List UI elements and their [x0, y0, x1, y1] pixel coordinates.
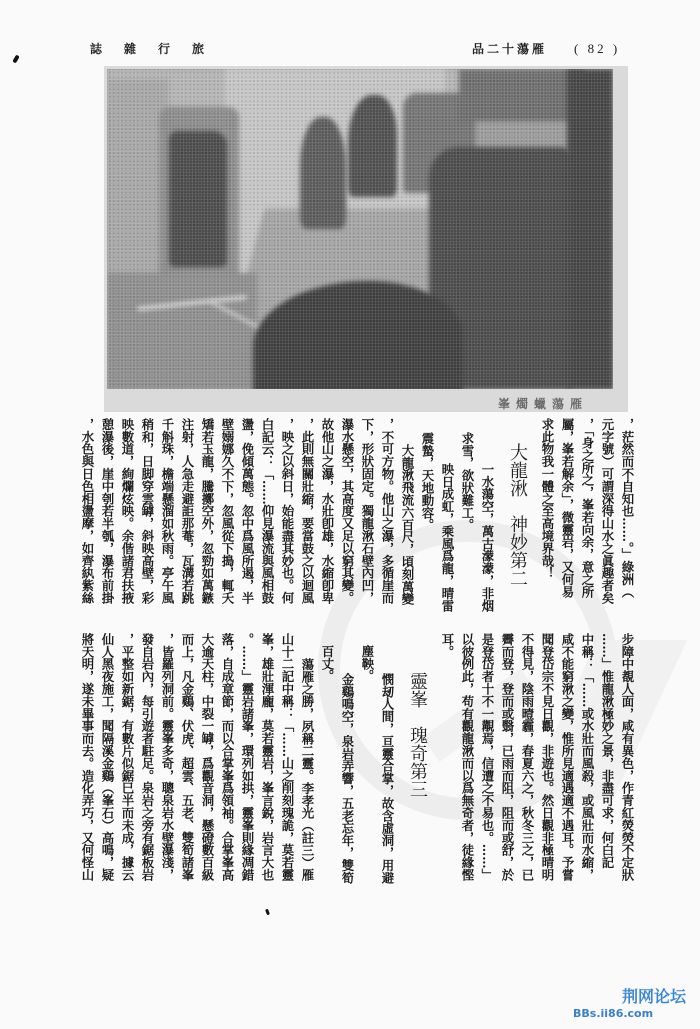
text-column: 而上，凡金鷄、伏虎、超雲、五老、雙筍諸峯 [180, 633, 195, 881]
text-column: 屬，峯若解余」，微靈岩，又何易 [560, 418, 575, 598]
landscape-photo [107, 69, 613, 389]
print-speck [265, 909, 270, 916]
text-column: 峯，雄壯渾龐，莫若靈岩，峯言銳，岩言大也 [260, 633, 275, 881]
verse-line: 憫刼人間，亘靈合掌，故含虛洞，用避 [380, 673, 395, 884]
text-column: ，茫然而不自知也……。」綠洲（ [620, 418, 635, 598]
photo-frame [104, 66, 628, 412]
text-column: 注射，人急走避詎那菴，瓦溝若跳 [180, 418, 195, 604]
text-column: 稍和，日脚穿雲罅，斜映高壁，彩 [140, 418, 155, 604]
text-column: 中稱：「……或水壯而風殺，或風壯而水縮， [580, 633, 595, 881]
text-column: 耳。 [440, 633, 455, 658]
verse-line: 映日成虹，乘風爲龍，晴雷 [440, 463, 455, 612]
text-column: ，不可方物。他山之瀑，多循崖而 [380, 418, 395, 604]
site-watermark-url: BBs.ii86.com [573, 1007, 654, 1020]
text-column: 故他山之瀑，水壯卽雄，水縮卽卑 [320, 418, 335, 604]
verse-line: 塵鞅。 [360, 645, 375, 683]
text-column: 山十二記中稱：「……山之削刻瑰詭，莫若靈 [280, 633, 295, 881]
text-column: 不得見，陰雨曀霾，春夏六之，秋冬三之，已 [520, 633, 535, 881]
text-column: 元字號）可謂深得山水之眞趣者矣 [600, 418, 615, 604]
text-column: ，「身之所之，峯若向余，意之所 [580, 418, 595, 598]
text-column: 以彼例此，苟有觀龍湫而以爲無奇者，徒緣慳 [460, 633, 475, 881]
text-column: ……」惟龍湫極妙之景，非盡可求，何白記 [600, 633, 615, 869]
text-column: 千斛珠，檐端懸溜如秋雨。亭午風 [160, 418, 175, 604]
text-column: 發自岩內，每引遊者駐足。泉岩之旁有鋸板岩 [140, 633, 155, 881]
text-column: 咸不能窮湫之變，惟所見適遇適不遇耳。予嘗 [560, 633, 575, 881]
text-column: 憩瀑後，崖中刳若半瓠，瀑布前掛 [100, 418, 115, 604]
section-title-dalongqiu: 大龍湫 神妙第二 [507, 443, 528, 587]
text-column: 壁嫋娜久不下，忽風從下搗，輒夭 [220, 418, 235, 604]
text-column: 是登岱者十不一覯焉，信遭之不易也。……」 [480, 633, 495, 881]
section-title-lingfeng: 靈峯 瑰奇第三 [407, 672, 428, 798]
verse-line: 震蟄，天地動容。 [420, 432, 435, 532]
text-column: 映數道，絢爛炫映。余偕諸君扶掖 [120, 418, 135, 604]
text-column: 大逾天柱，中裂一罅，爲觀音洞，懸磴數百級 [200, 633, 215, 881]
text-column: ，此則無關壯縮，要當鼓之以迴風 [300, 418, 315, 604]
text-column: 落，自成章節，而以合掌峯爲領袖。合掌峯高 [220, 633, 235, 881]
text-column: 蕩雁之勝，夙稱二靈。李孝光（註三）雁 [300, 658, 315, 882]
text-column: 盪，俛傾萬態。忽中爲風所遏，半 [240, 418, 255, 604]
text-column: ，水色與日色相盪摩，如齊紈紫絲 [80, 418, 95, 604]
verse-line: 金鷄鳴空，泉岩弄響，五老忘年，雙筍 [340, 673, 355, 884]
verse-line: 百丈。 [320, 645, 335, 683]
verse-line: 一水蕩空，萬古濛濛，非烟 [480, 463, 495, 612]
photo-halftone [107, 69, 613, 389]
text-column: 。……」靈岩諸峯，環列如拱，靈峯則緣凋錯 [240, 633, 255, 881]
text-column: 將天明，遂未畢事而去。造化弄巧，又何怪山 [80, 633, 95, 881]
site-watermark-name: 荆网论坛 [622, 987, 687, 1006]
magazine-title: 誌 雜 行 旅 [90, 42, 210, 56]
text-column: 霽而登，登而或翳，已雨而阻，阻而或舒，於 [500, 633, 515, 881]
text-column: 聞登岱宗不見日觀，非遊也。然日觀非極晴明 [540, 633, 555, 881]
print-speck [12, 55, 19, 64]
text-column: ，平整如新鋸，有數片似鋸巳半而未成，據云 [120, 633, 135, 881]
article-title-header: 品二十蕩雁 [472, 42, 548, 56]
verse-line: 求雪，欲狀難工。 [460, 432, 475, 532]
text-column: 求此物我一體之至高境界哉！ [540, 418, 555, 580]
text-column: 大龍湫飛流六百尺，頃刻萬變 [400, 444, 415, 606]
page-number: ( 82 ) [574, 41, 621, 56]
article-upper-tier [77, 418, 637, 620]
text-column: ，皆羅列洞前。靈峯多奇，聰泉岩水壁瀑淺， [160, 633, 175, 881]
text-column: 步障中覩人面，咸有異色，作青紅熒熒不定狀 [620, 633, 635, 881]
text-column: 白記云：「……仰見瀑流與風相鼓 [260, 418, 275, 604]
text-column: 瀑水懸空，其高度又足以窮其變。 [340, 418, 355, 604]
article-lower-tier [77, 633, 637, 887]
text-column: 仙人黑夜施工，聞隔溪金鷄（峯石）高鳴，疑 [100, 633, 115, 881]
photo-caption: 峯燭蠟蕩雁 [498, 397, 589, 411]
text-column: 下，形狀固定。獨龍湫石壁內凹， [360, 418, 375, 604]
text-column: ，映之以斜日，始能盡其妙也。何 [280, 418, 295, 604]
text-column: 矯若玉龍，騰擲空外，忽勁如萬鏃 [200, 418, 215, 604]
